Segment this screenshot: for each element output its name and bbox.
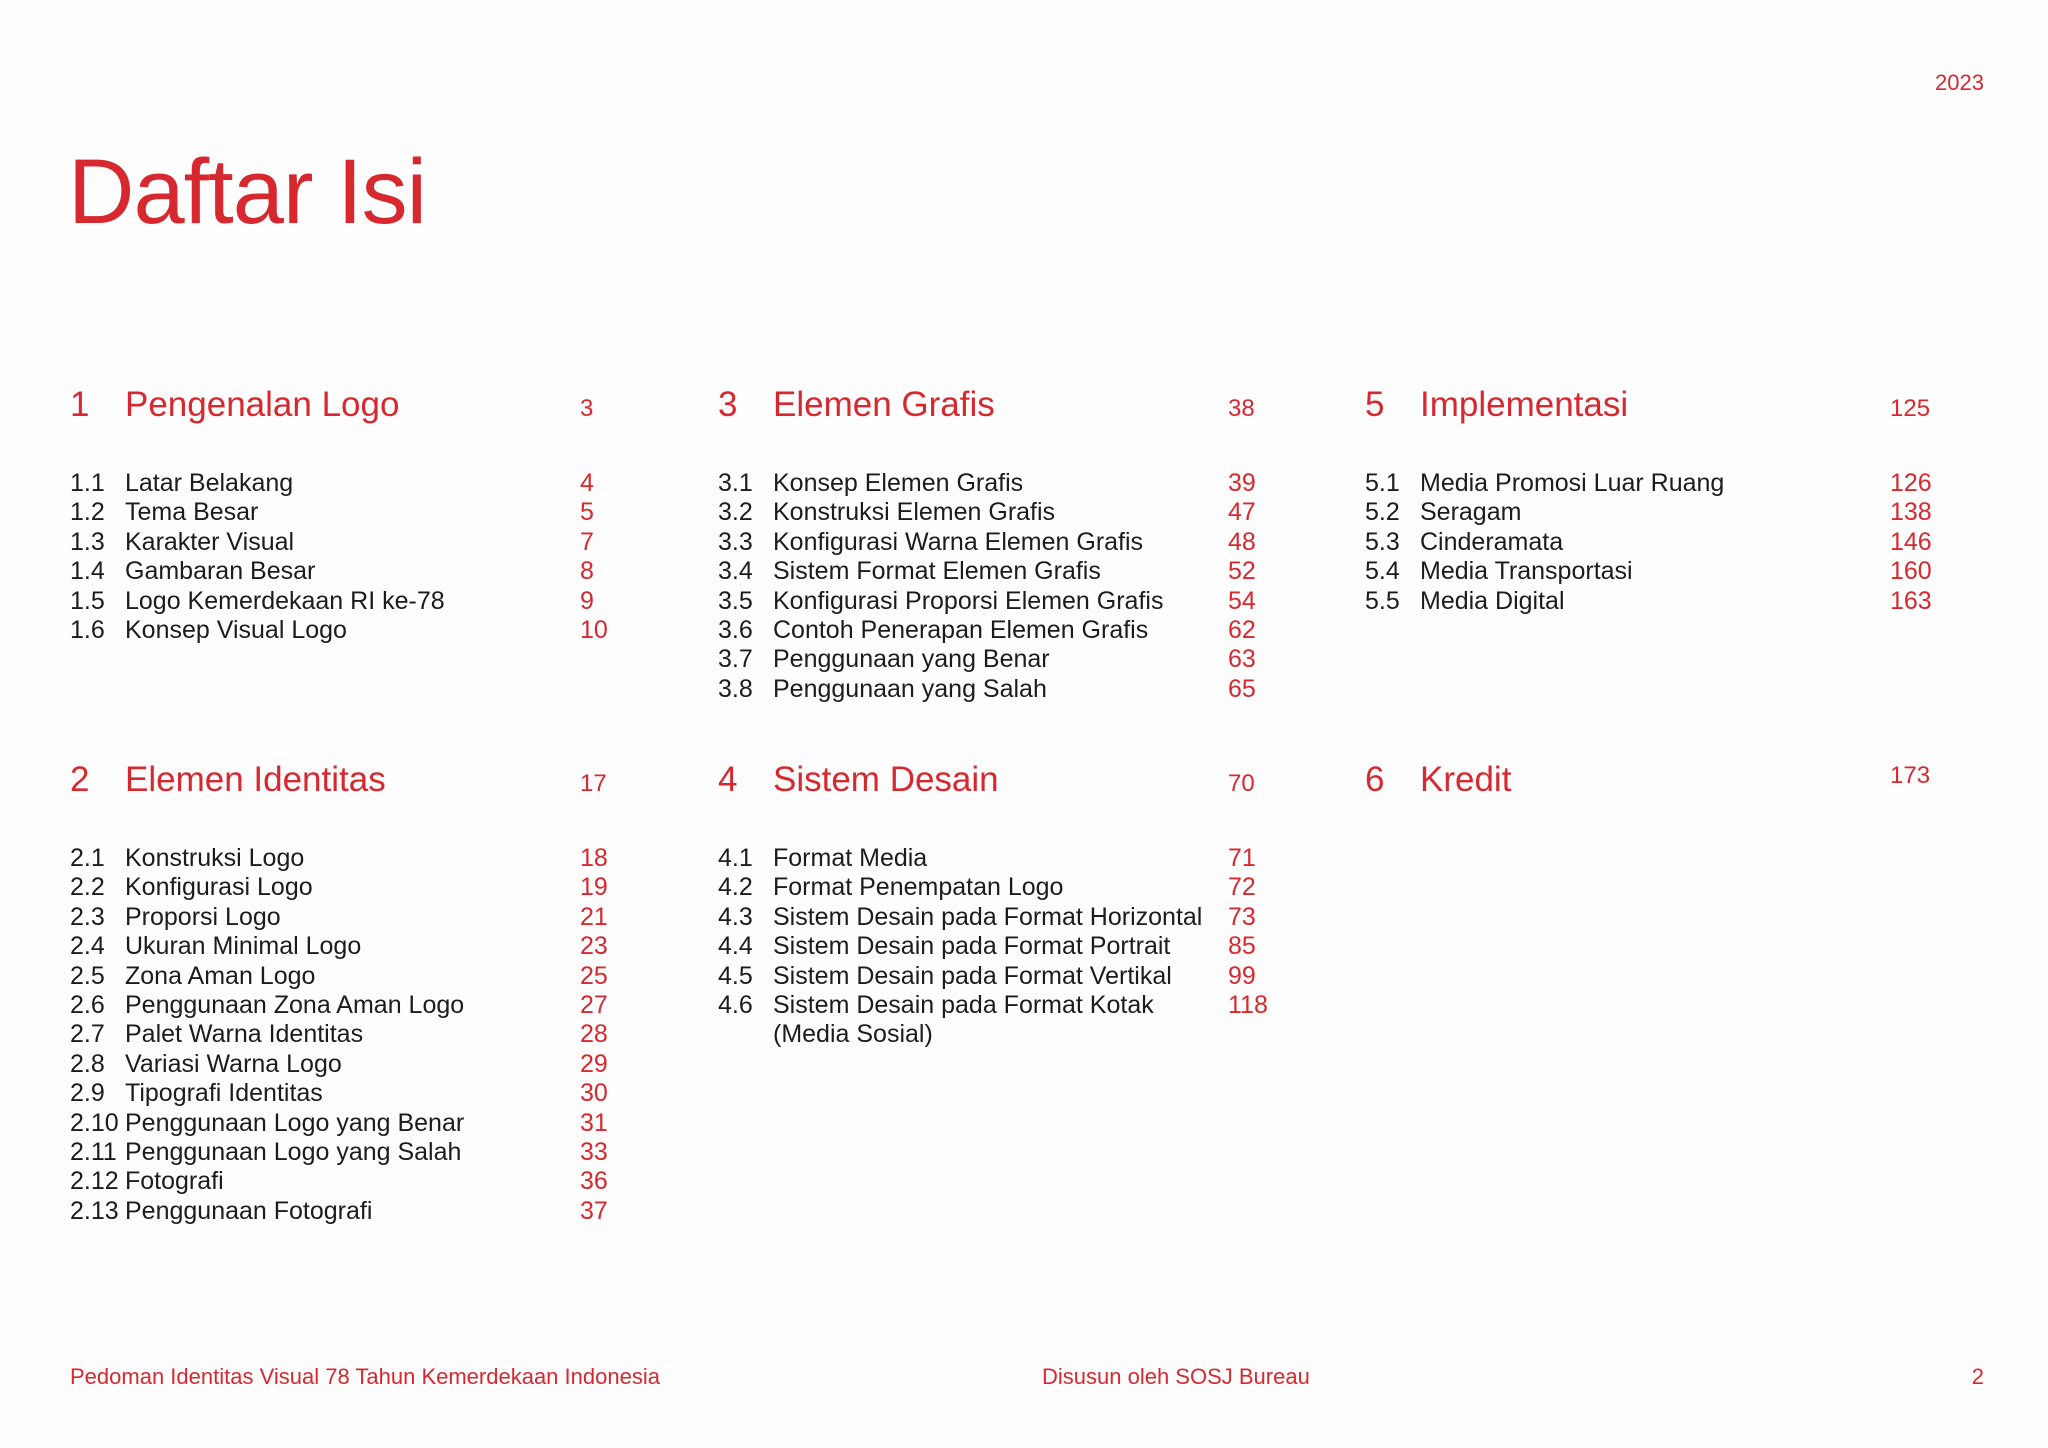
item-label: Logo Kemerdekaan RI ke-78	[125, 586, 445, 615]
toc-item[interactable]	[718, 616, 1288, 645]
toc-list	[718, 469, 1288, 704]
item-label: Penggunaan Logo yang Benar	[125, 1108, 465, 1137]
toc-item[interactable]	[70, 903, 640, 932]
toc-item[interactable]	[70, 962, 640, 991]
item-number: 1.3	[70, 527, 105, 556]
item-number: 5.3	[1365, 527, 1400, 556]
item-page: 31	[580, 1108, 608, 1137]
item-label: Penggunaan yang Benar	[773, 645, 1050, 674]
toc-item[interactable]	[70, 528, 640, 557]
section-header[interactable]	[718, 385, 1288, 433]
item-number: 5.2	[1365, 498, 1400, 527]
toc-item[interactable]	[718, 645, 1288, 674]
item-label: Sistem Desain pada Format Portrait	[773, 932, 1171, 961]
section-number: 6	[1365, 760, 1385, 799]
item-number: 4.1	[718, 844, 753, 872]
item-label: Media Transportasi	[1420, 557, 1633, 586]
item-page: 8	[580, 557, 594, 586]
item-page: 10	[580, 615, 608, 644]
item-label: Tipografi Identitas	[125, 1079, 323, 1108]
item-page: 72	[1228, 873, 1256, 902]
footer-document-title: Pedoman Identitas Visual 78 Tahun Kemerdekaan Indonesia	[70, 1364, 660, 1389]
item-page: 146	[1890, 527, 1932, 556]
item-label: Tema Besar	[125, 498, 259, 527]
toc-item[interactable]	[70, 1020, 640, 1049]
item-label: Konsep Visual Logo	[125, 615, 347, 644]
item-number: 5.4	[1365, 557, 1400, 586]
toc-item[interactable]	[70, 557, 640, 586]
item-page: 118	[1228, 990, 1268, 1019]
item-label: Penggunaan Logo yang Salah	[125, 1137, 462, 1166]
toc-item[interactable]	[70, 873, 640, 902]
toc-item[interactable]	[70, 1167, 640, 1196]
section-number: 2	[70, 760, 90, 799]
item-label: Konfigurasi Warna Elemen Grafis	[773, 527, 1144, 556]
item-page: 163	[1890, 586, 1932, 615]
item-number: 1.6	[70, 615, 105, 644]
item-number: 4.4	[718, 932, 753, 961]
item-number: 2.4	[70, 932, 105, 961]
toc-item[interactable]	[718, 675, 1288, 704]
item-number: 3.4	[718, 557, 753, 586]
item-number: 2.9	[70, 1079, 105, 1108]
item-number: 1.1	[70, 469, 105, 497]
section-title: Sistem Desain	[773, 760, 999, 799]
section-title: Kredit	[1420, 760, 1512, 799]
item-page: 54	[1228, 586, 1256, 615]
toc-item[interactable]	[1365, 557, 1950, 586]
item-page: 7	[580, 527, 594, 556]
item-label: Karakter Visual	[125, 527, 295, 556]
item-label: Seragam	[1420, 498, 1522, 527]
section-number: 4	[718, 760, 738, 799]
item-page: 71	[1228, 844, 1256, 872]
item-number: 3.3	[718, 527, 753, 556]
item-label: Konfigurasi Proporsi Elemen Grafis	[773, 586, 1164, 615]
toc-item[interactable]	[1365, 528, 1950, 557]
section-number: 5	[1365, 385, 1385, 424]
item-number: 4.2	[718, 873, 753, 902]
item-page: 47	[1228, 498, 1256, 527]
item-label: Fotografi	[125, 1167, 224, 1196]
item-number: 2.12	[70, 1167, 119, 1196]
item-label: Media Promosi Luar Ruang	[1420, 469, 1725, 497]
item-label: Latar Belakang	[125, 469, 294, 497]
toc-item[interactable]	[1365, 498, 1950, 527]
item-label: Sistem Desain pada Format Vertikal	[773, 961, 1172, 990]
item-number: 3.6	[718, 615, 753, 644]
item-label: Contoh Penerapan Elemen Grafis	[773, 615, 1149, 644]
item-number: 3.5	[718, 586, 753, 615]
item-page: 29	[580, 1049, 608, 1078]
item-page: 99	[1228, 961, 1256, 990]
item-label: Sistem Desain pada Format Kotak (Media Sosial)	[773, 990, 1154, 1049]
year-label: 2023	[1935, 70, 1984, 95]
item-number: 2.6	[70, 990, 105, 1019]
toc-item[interactable]	[70, 469, 640, 498]
toc-section-3	[718, 385, 1288, 704]
item-page: 4	[580, 469, 594, 497]
item-number: 5.1	[1365, 469, 1400, 497]
item-number: 1.5	[70, 586, 105, 615]
section-header[interactable]	[70, 385, 640, 433]
toc-item[interactable]	[70, 1138, 640, 1167]
item-page: 28	[580, 1020, 608, 1049]
section-header[interactable]	[70, 760, 640, 808]
footer-page-number: 2	[1971, 1364, 1984, 1389]
toc-item[interactable]	[1365, 469, 1950, 498]
item-label: Penggunaan Zona Aman Logo	[125, 990, 465, 1019]
section-page: 38	[1228, 395, 1255, 422]
toc-item[interactable]	[718, 903, 1298, 932]
item-label: Zona Aman Logo	[125, 961, 316, 990]
section-title: Implementasi	[1420, 385, 1629, 424]
item-label: Penggunaan Fotografi	[125, 1196, 373, 1225]
item-page: 18	[580, 844, 608, 872]
toc-item[interactable]	[70, 1197, 640, 1226]
item-page: 48	[1228, 527, 1256, 556]
item-page: 65	[1228, 674, 1256, 703]
item-page: 19	[580, 873, 608, 902]
item-page: 30	[580, 1079, 608, 1108]
toc-section-1	[70, 385, 640, 645]
item-label: Penggunaan yang Salah	[773, 674, 1047, 703]
section-title: Elemen Identitas	[125, 760, 386, 799]
item-label: Konstruksi Logo	[125, 844, 305, 872]
item-label: Ukuran Minimal Logo	[125, 932, 362, 961]
toc-section-4	[718, 760, 1298, 1050]
item-page: 23	[580, 932, 608, 961]
item-number: 1.4	[70, 557, 105, 586]
toc-section-6	[1365, 760, 1950, 808]
section-page: 70	[1228, 770, 1255, 797]
item-label: Format Penempatan Logo	[773, 873, 1064, 902]
item-number: 2.8	[70, 1049, 105, 1078]
toc-item[interactable]	[70, 1050, 640, 1079]
item-page: 21	[580, 902, 608, 931]
item-page: 160	[1890, 557, 1932, 586]
toc-item[interactable]	[70, 587, 640, 616]
toc-item[interactable]	[70, 844, 640, 873]
toc-item[interactable]	[70, 1109, 640, 1138]
item-page: 37	[580, 1196, 608, 1225]
toc-item[interactable]	[1365, 587, 1950, 616]
section-header[interactable]	[718, 760, 1298, 808]
item-number: 1.2	[70, 498, 105, 527]
toc-item[interactable]	[718, 557, 1288, 586]
toc-item[interactable]	[718, 498, 1288, 527]
section-title: Pengenalan Logo	[125, 385, 400, 424]
item-page: 33	[580, 1137, 608, 1166]
item-label: Sistem Format Elemen Grafis	[773, 557, 1101, 586]
item-number: 2.10	[70, 1108, 119, 1137]
item-page: 5	[580, 498, 594, 527]
item-number: 3.1	[718, 469, 753, 497]
toc-item[interactable]	[718, 991, 1298, 1050]
item-label: Palet Warna Identitas	[125, 1020, 364, 1049]
item-number: 4.3	[718, 902, 753, 931]
item-page: 126	[1890, 469, 1932, 497]
item-number: 5.5	[1365, 586, 1400, 615]
toc-item[interactable]	[718, 844, 1298, 873]
item-page: 85	[1228, 932, 1256, 961]
item-page: 73	[1228, 902, 1256, 931]
item-label: Konsep Elemen Grafis	[773, 469, 1024, 497]
toc-item[interactable]	[718, 873, 1298, 902]
toc-section-5	[1365, 385, 1950, 616]
item-page: 52	[1228, 557, 1256, 586]
item-number: 2.3	[70, 902, 105, 931]
section-page: 173	[1890, 762, 1931, 789]
item-number: 2.11	[70, 1137, 117, 1166]
toc-item[interactable]	[70, 498, 640, 527]
item-label: Format Media	[773, 844, 928, 872]
item-number: 3.7	[718, 645, 753, 674]
item-number: 4.6	[718, 990, 753, 1019]
item-label: Konfigurasi Logo	[125, 873, 313, 902]
section-page: 125	[1890, 395, 1931, 422]
item-page: 138	[1890, 498, 1932, 527]
toc-item[interactable]	[718, 962, 1298, 991]
item-number: 2.13	[70, 1196, 119, 1225]
section-title: Elemen Grafis	[773, 385, 995, 424]
item-label: Variasi Warna Logo	[125, 1049, 342, 1078]
section-number: 3	[718, 385, 738, 424]
section-number: 1	[70, 385, 90, 424]
toc-item[interactable]	[70, 991, 640, 1020]
item-label: Cinderamata	[1420, 527, 1564, 556]
item-page: 62	[1228, 615, 1256, 644]
toc-item[interactable]	[718, 932, 1298, 961]
toc-list	[70, 469, 640, 645]
item-label: Gambaran Besar	[125, 557, 316, 586]
item-page: 63	[1228, 645, 1256, 674]
toc-section-2	[70, 760, 640, 1226]
item-number: 2.2	[70, 873, 105, 902]
item-label: Media Digital	[1420, 586, 1565, 615]
toc-item[interactable]	[70, 932, 640, 961]
toc-list	[1365, 469, 1950, 616]
item-page: 36	[580, 1167, 608, 1196]
toc-item[interactable]	[70, 1079, 640, 1108]
toc-item[interactable]	[718, 587, 1288, 616]
item-number: 4.5	[718, 961, 753, 990]
item-number: 2.1	[70, 844, 105, 872]
footer-author: Disusun oleh SOSJ Bureau	[1042, 1364, 1310, 1389]
item-number: 3.8	[718, 674, 753, 703]
item-number: 3.2	[718, 498, 753, 527]
toc-item[interactable]	[718, 528, 1288, 557]
item-label: Sistem Desain pada Format Horizontal	[773, 902, 1203, 931]
item-page: 27	[580, 990, 608, 1019]
toc-item[interactable]	[718, 469, 1288, 498]
page-title: Daftar Isi	[68, 141, 427, 243]
toc-list	[70, 844, 640, 1226]
toc-list	[718, 844, 1298, 1050]
item-number: 2.7	[70, 1020, 105, 1049]
item-label: Konstruksi Elemen Grafis	[773, 498, 1056, 527]
section-header[interactable]	[1365, 760, 1950, 808]
section-page: 17	[580, 770, 607, 797]
toc-item[interactable]	[70, 616, 640, 645]
section-header[interactable]	[1365, 385, 1950, 433]
section-page: 3	[580, 395, 594, 422]
item-page: 25	[580, 961, 608, 990]
item-label: Proporsi Logo	[125, 902, 281, 931]
item-number: 2.5	[70, 961, 105, 990]
item-page: 9	[580, 586, 594, 615]
item-page: 39	[1228, 469, 1256, 497]
